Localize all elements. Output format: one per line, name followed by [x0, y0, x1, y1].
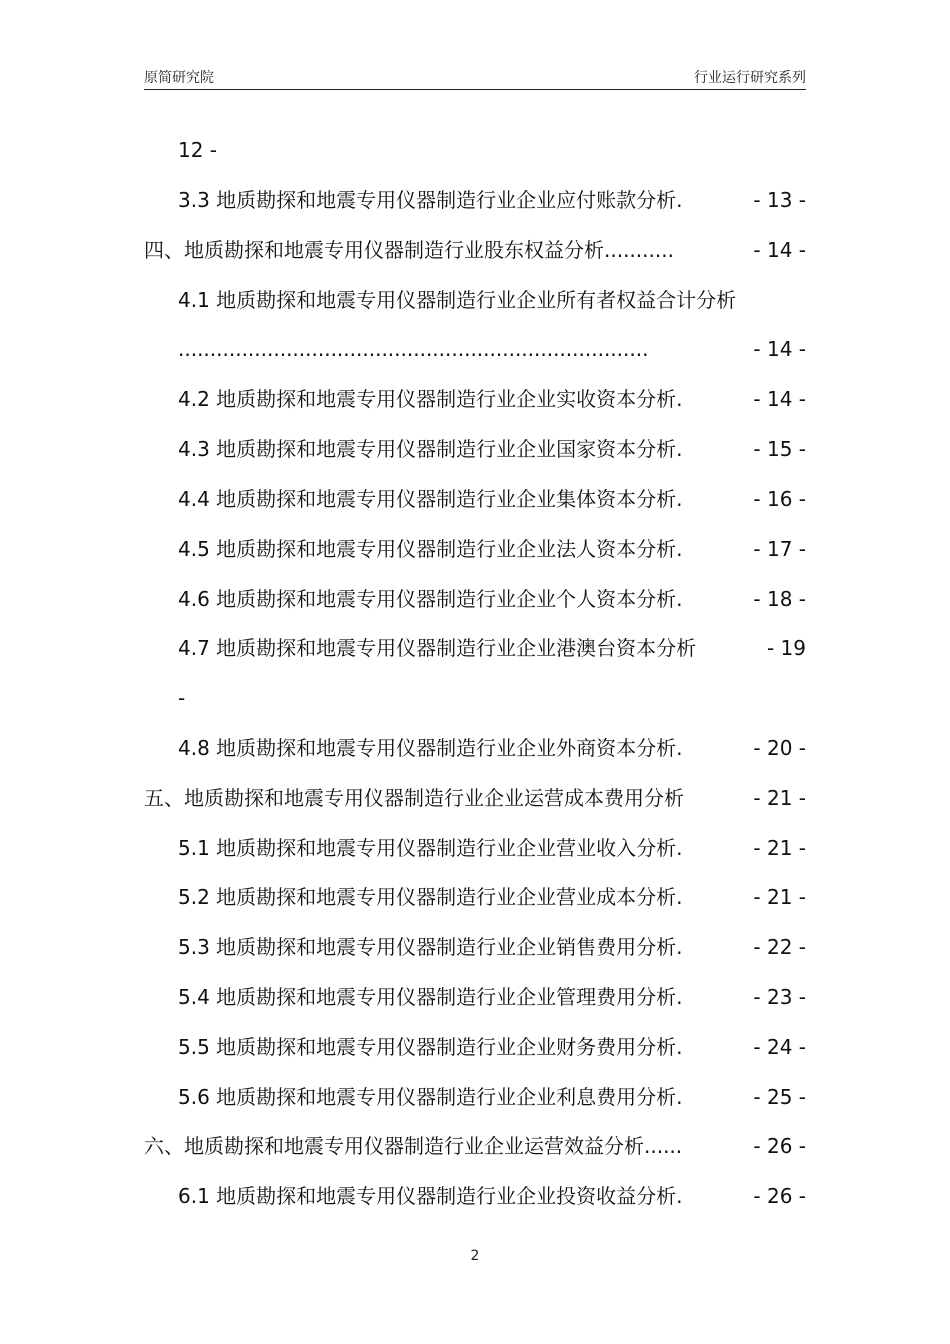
toc-entry-page: - 18 - — [753, 587, 806, 611]
toc-entry-page: - 26 - — [753, 1134, 806, 1158]
toc-entry-page: - 23 - — [753, 985, 806, 1009]
toc-entry[interactable] — [178, 434, 806, 464]
toc-entry-page: - 15 - — [753, 437, 806, 461]
toc-entry-text: 5.2 地质勘探和地震专用仪器制造行业企业营业成本分析. — [178, 885, 683, 909]
toc-entry[interactable] — [144, 783, 806, 813]
toc-entry[interactable] — [178, 1082, 806, 1112]
toc-entry[interactable] — [178, 534, 806, 564]
header-right-series: 行业运行研究系列 — [694, 70, 806, 86]
toc-entry[interactable] — [144, 235, 806, 265]
toc-entry-page: - 26 - — [753, 1184, 806, 1208]
toc-entry-page: - 22 - — [753, 935, 806, 959]
toc-entry-page: - 13 - — [753, 188, 806, 212]
toc-entry-text: 4.3 地质勘探和地震专用仪器制造行业企业国家资本分析. — [178, 437, 683, 461]
toc-entry-page: - 14 - — [753, 238, 806, 262]
toc-entry-text: 4.5 地质勘探和地震专用仪器制造行业企业法人资本分析. — [178, 537, 683, 561]
toc-entry-text: 5.3 地质勘探和地震专用仪器制造行业企业销售费用分析. — [178, 935, 683, 959]
toc-entry[interactable] — [178, 484, 806, 514]
toc-entry-text: 12 - — [178, 138, 218, 162]
toc-entry[interactable] — [178, 334, 806, 364]
toc-entry[interactable] — [178, 932, 806, 962]
toc-entry-page: - 24 - — [753, 1035, 806, 1059]
toc-entry[interactable] — [178, 135, 806, 165]
toc-entry-page: - 17 - — [753, 537, 806, 561]
toc-entry-text: 6.1 地质勘探和地震专用仪器制造行业企业投资收益分析. — [178, 1184, 683, 1208]
toc-entry-text: 5.4 地质勘探和地震专用仪器制造行业企业管理费用分析. — [178, 985, 683, 1009]
toc-entry-text: 4.1 地质勘探和地震专用仪器制造行业企业所有者权益合计分析 — [178, 288, 737, 312]
toc-entry[interactable] — [178, 833, 806, 863]
toc-entry[interactable] — [178, 882, 806, 912]
toc-entry-text: 五、地质勘探和地震专用仪器制造行业企业运营成本费用分析 — [144, 786, 684, 810]
toc-entry[interactable] — [144, 1131, 806, 1161]
toc-entry[interactable] — [178, 982, 806, 1012]
toc-entry[interactable] — [178, 733, 806, 763]
toc-entry-page: - 20 - — [753, 736, 806, 760]
header-left-org: 原简研究院 — [144, 70, 214, 86]
toc-entry-page: - 16 - — [753, 487, 806, 511]
toc-entry-text: 4.6 地质勘探和地震专用仪器制造行业企业个人资本分析. — [178, 587, 683, 611]
toc-entry-page: - 25 - — [753, 1085, 806, 1109]
toc-entry[interactable] — [178, 683, 806, 713]
toc-entry-text: .......................................................................... — [178, 337, 649, 361]
toc-entry-text: - — [178, 686, 186, 710]
toc-entry-page: - 14 - — [753, 337, 806, 361]
toc-entry-page: - 21 - — [753, 885, 806, 909]
toc-entry-page: - 21 - — [753, 836, 806, 860]
toc-entry[interactable] — [178, 185, 806, 215]
toc-entry-text: 4.7 地质勘探和地震专用仪器制造行业企业港澳台资本分析 — [178, 636, 697, 660]
toc-entry[interactable] — [178, 285, 806, 315]
toc-entry-text: 4.8 地质勘探和地震专用仪器制造行业企业外商资本分析. — [178, 736, 683, 760]
toc-entry[interactable] — [178, 384, 806, 414]
toc-entry[interactable] — [178, 584, 806, 614]
toc-entry-text: 四、地质勘探和地震专用仪器制造行业股东权益分析........... — [144, 238, 674, 262]
toc-entry-text: 3.3 地质勘探和地震专用仪器制造行业企业应付账款分析. — [178, 188, 683, 212]
toc-entry-text: 5.1 地质勘探和地震专用仪器制造行业企业营业收入分析. — [178, 836, 683, 860]
toc-entry-page: - 19 — [766, 636, 806, 660]
toc-entry-text: 5.5 地质勘探和地震专用仪器制造行业企业财务费用分析. — [178, 1035, 683, 1059]
toc-entry-text: 4.4 地质勘探和地震专用仪器制造行业企业集体资本分析. — [178, 487, 683, 511]
toc-entry-text: 4.2 地质勘探和地震专用仪器制造行业企业实收资本分析. — [178, 387, 683, 411]
toc-entry-page: - 21 - — [753, 786, 806, 810]
toc-entry-text: 六、地质勘探和地震专用仪器制造行业企业运营效益分析...... — [144, 1134, 683, 1158]
toc-entry-text: 5.6 地质勘探和地震专用仪器制造行业企业利息费用分析. — [178, 1085, 683, 1109]
toc-entry[interactable] — [178, 1032, 806, 1062]
toc-entry[interactable] — [178, 1181, 806, 1211]
footer-page-number: 2 — [470, 1248, 480, 1264]
toc-entry[interactable] — [178, 633, 806, 663]
toc-entry-page: - 14 - — [753, 387, 806, 411]
header-rule — [144, 89, 806, 90]
